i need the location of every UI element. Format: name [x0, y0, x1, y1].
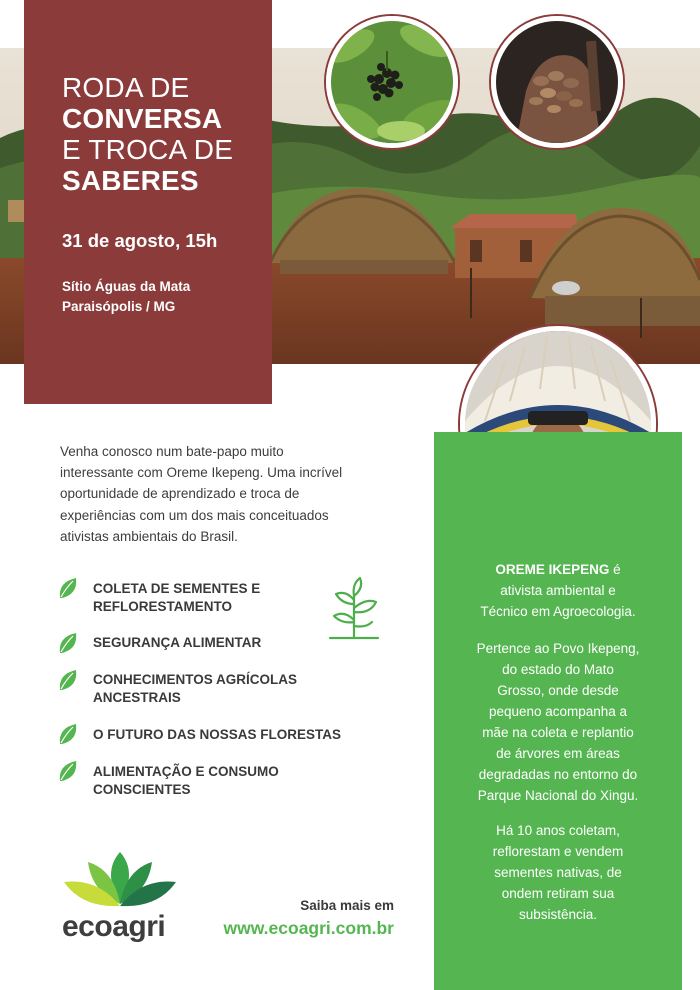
- bio-text: ondem retiram sua: [501, 886, 615, 901]
- bio-text: de árvores em áreas: [496, 746, 620, 761]
- intro-line: ativistas ambientais do Brasil.: [60, 528, 238, 544]
- topic-line: REFLORESTAMENTO: [93, 599, 233, 614]
- intro-line: Venha conosco num bate-papo muito: [60, 444, 284, 459]
- bio-text: reflorestam e vendem: [492, 844, 624, 859]
- bio-text: é: [613, 562, 621, 577]
- website-link[interactable]: www.ecoagri.com.br: [223, 918, 394, 938]
- bio-text: Parque Nacional do Xingu.: [477, 788, 639, 803]
- bio-text: Grosso, onde desde: [497, 683, 619, 698]
- event-date: 31 de agosto, 15h: [62, 230, 218, 251]
- bio-text: mãe na coleta e replantio: [482, 725, 634, 740]
- leaf-icon: [58, 576, 78, 600]
- topic-item: [93, 726, 373, 744]
- topic-item: [93, 763, 373, 799]
- intro-line: interessante com Oreme Ikepeng. Uma incrível: [60, 465, 343, 481]
- venue-line-2: Paraisópolis / MG: [62, 299, 176, 314]
- bio-panel: [434, 432, 682, 990]
- leaf-icon: [58, 722, 78, 746]
- logo-wordmark: ecoagri: [62, 910, 166, 943]
- sprout-icon: [326, 574, 382, 642]
- bio-text: ativista ambiental e: [500, 583, 616, 598]
- bio-text: do estado do Mato: [502, 662, 614, 677]
- bio-text: Pertence ao Povo Ikepeng,: [476, 641, 640, 656]
- bio-text: degradadas no entorno do: [478, 767, 638, 782]
- seed-plant-photo: [326, 16, 458, 148]
- venue-line-1: Sítio Águas da Mata: [62, 279, 191, 294]
- title-line-2: CONVERSA: [62, 103, 223, 134]
- leaf-icon: [58, 631, 78, 655]
- topic-line: CONHECIMENTOS AGRÍCOLAS: [93, 672, 298, 687]
- topic-line: SEGURANÇA ALIMENTAR: [93, 635, 262, 650]
- intro-line: experiências com um dos mais conceituados: [60, 507, 329, 523]
- bio-intro: [464, 559, 652, 622]
- topic-line: ANCESTRAIS: [93, 690, 181, 705]
- learn-more-label: Saiba mais em: [300, 898, 394, 913]
- bio-text: subsistência.: [518, 907, 598, 922]
- topic-line: ALIMENTAÇÃO E CONSUMO: [93, 764, 279, 779]
- bio-text: pequeno acompanha a: [488, 704, 628, 719]
- bio-text: Há 10 anos coletam,: [496, 823, 620, 838]
- bio-text: sementes nativas, de: [494, 865, 622, 880]
- leaf-icon: [58, 668, 78, 692]
- title-line-4: SABERES: [62, 165, 199, 196]
- title-line-3: E TROCA DE: [62, 134, 234, 165]
- bio-work: [464, 820, 652, 925]
- hand-seeds-photo: [491, 16, 623, 148]
- intro-line: oportunidade de aprendizado e troca de: [60, 486, 300, 502]
- bio-name: OREME IKEPENG: [495, 562, 610, 577]
- title-card: [24, 0, 272, 404]
- topic-line: CONSCIENTES: [93, 782, 191, 797]
- event-venue: [62, 277, 272, 317]
- leaf-icon: [58, 759, 78, 783]
- topic-line: COLETA DE SEMENTES E: [93, 581, 261, 596]
- bio-origin: [464, 638, 652, 806]
- bio-text: Técnico em Agroecologia.: [480, 604, 636, 619]
- intro-paragraph: [60, 441, 390, 547]
- topic-item: [93, 671, 373, 707]
- topic-line: O FUTURO DAS NOSSAS FLORESTAS: [93, 727, 342, 742]
- title-line-1: RODA DE: [62, 72, 190, 103]
